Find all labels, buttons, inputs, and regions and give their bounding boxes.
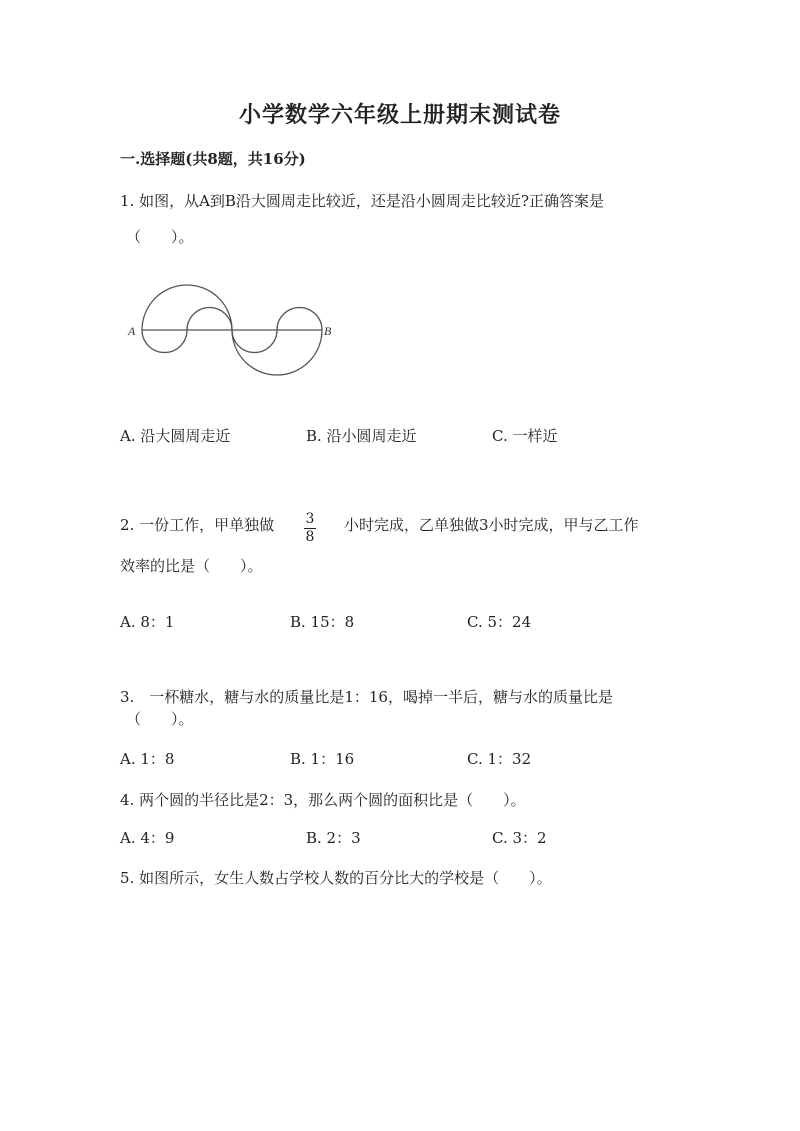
question-3-option-a: A. 1：8 [120, 750, 175, 768]
small-semicircle-4 [277, 308, 322, 331]
question-1-option-a: A. 沿大圆周走近 [120, 427, 231, 445]
question-1-option-c: C. 一样近 [492, 427, 558, 445]
question-2-text-end: 小时完成，乙单独做3小时完成，甲与乙工作 [344, 516, 639, 534]
question-1-text: 1. 如图，从A到B沿大圆周走比较近，还是沿小圆周走比较近?正确答案是 [120, 192, 604, 210]
small-semicircle-1 [142, 330, 187, 353]
question-5-text: 5. 如图所示，女生人数占学校人数的百分比大的学校是（ ）。 [120, 869, 552, 887]
question-2-option-b: B. 15：8 [290, 613, 355, 631]
fraction-denominator: 8 [305, 529, 315, 545]
fraction-numerator: 3 [305, 511, 315, 527]
page-title: 小学数学六年级上册期末测试卷 [238, 102, 561, 128]
question-2-blank: 效率的比是（ ）。 [120, 557, 263, 575]
fraction-three-eighths [304, 508, 316, 545]
large-semicircle-top [142, 285, 232, 330]
point-b-label: B [324, 324, 332, 338]
question-4-option-c: C. 3：2 [492, 829, 547, 847]
question-3-text: 3. 一杯糖水，糖与水的质量比是1：16，喝掉一半后，糖与水的质量比是 [120, 688, 613, 706]
large-semicircle-bottom [232, 330, 322, 375]
question-1-option-b: B. 沿小圆周走近 [306, 427, 417, 445]
question-3-blank: （ ）。 [126, 710, 194, 728]
small-semicircle-3 [232, 330, 277, 353]
question-4-text: 4. 两个圆的半径比是2：3，那么两个圆的面积比是（ ）。 [120, 791, 526, 809]
question-2-text-start: 2. 一份工作，甲单独做 [120, 516, 275, 534]
question-4-option-b: B. 2：3 [306, 829, 361, 847]
question-2-option-a: A. 8：1 [120, 613, 175, 631]
question-3-option-c: C. 1：32 [467, 750, 532, 768]
section-heading: 一.选择题(共8题，共16分) [120, 150, 306, 168]
question-2-option-c: C. 5：24 [467, 613, 532, 631]
small-semicircle-2 [187, 308, 232, 331]
question-3-option-b: B. 1：16 [290, 750, 355, 768]
question-4-option-a: A. 4：9 [120, 829, 175, 847]
question-1-blank: （ ）。 [126, 228, 194, 246]
circle-path-figure [126, 278, 346, 382]
point-a-label: A [128, 324, 136, 338]
